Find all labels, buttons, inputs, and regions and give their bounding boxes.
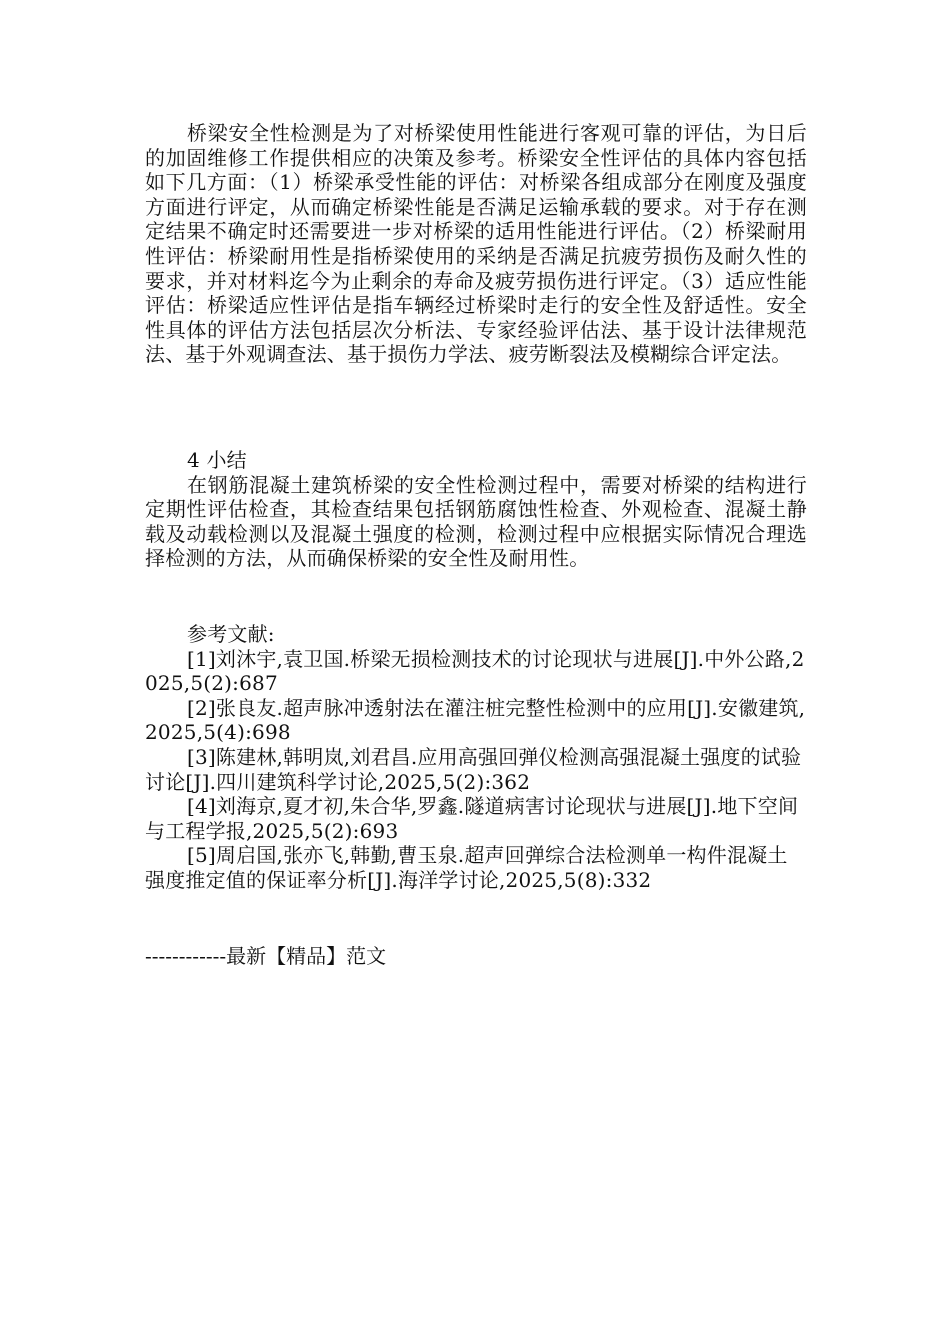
reference-item: [4]刘海京,夏才初,朱合华,罗鑫.隧道病害讨论现状与进展[J].地下空间与工程学报,2025,5(2):693 xyxy=(145,794,799,843)
summary-paragraph: 在钢筋混凝土建筑桥梁的安全性检测过程中，需要对桥梁的结构进行定期性评估检查，其检查结果包括钢筋腐蚀性检查、外观检查、混凝土静载及动载检测以及混凝土强度的检测，检测过程中应根据实际情况合理选择检测的方法，从而确保桥梁的安全性及耐用性。 xyxy=(145,472,807,571)
references-section xyxy=(145,622,807,893)
intro-section xyxy=(145,121,807,367)
intro-paragraph: 桥梁安全性检测是为了对桥梁使用性能进行客观可靠的评估，为日后的加固维修工作提供相应的决策及参考。桥梁安全性评估的具体内容包括如下几方面：（1）桥梁承受性能的评估：对桥梁各组成部分在刚度及强度方面进行评定，从而确定桥梁性能是否满足运输承载的要求。对于存在测定结果不确定时还需要进一步对桥梁的适用性能进行评估。（2）桥梁耐用性评估：桥梁耐用性是指桥梁使用的采纳是否满足抗疲劳损伤及耐久性的要求，并对材料迄今为止剩余的寿命及疲劳损伤进行评定。（3）适应性能评估：桥梁适应性评估是指车辆经过桥梁时走行的安全性及舒适性。安全性具体的评估方法包括层次分析法、专家经验评估法、基于设计法律规范法、基于外观调查法、基于损伤力学法、疲劳断裂法及模糊综合评定法。 xyxy=(145,121,807,367)
reference-item: [3]陈建林,韩明岚,刘君昌.应用高强回弹仪检测高强混凝土强度的试验讨论[J].四川建筑科学讨论,2025,5(2):362 xyxy=(145,744,802,794)
references-heading: 参考文献: xyxy=(187,622,275,646)
reference-item: [2]张良友.超声脉冲透射法在灌注桩完整性检测中的应用[J].安徽建筑,2025,5(4):698 xyxy=(145,695,806,745)
footer-label: ------------最新【精品】范文 xyxy=(145,944,387,968)
summary-section xyxy=(145,448,807,571)
reference-item: [5]周启国,张亦飞,韩勤,曹玉泉.超声回弹综合法检测单一构件混凝土强度推定值的保证率分析[J].海洋学讨论,2025,5(8):332 xyxy=(145,843,788,892)
summary-heading: 4 小结 xyxy=(187,448,247,472)
reference-item: [1]刘沐宇,袁卫国.桥梁无损检测技术的讨论现状与进展[J].中外公路,2025,5(2):687 xyxy=(145,646,805,696)
